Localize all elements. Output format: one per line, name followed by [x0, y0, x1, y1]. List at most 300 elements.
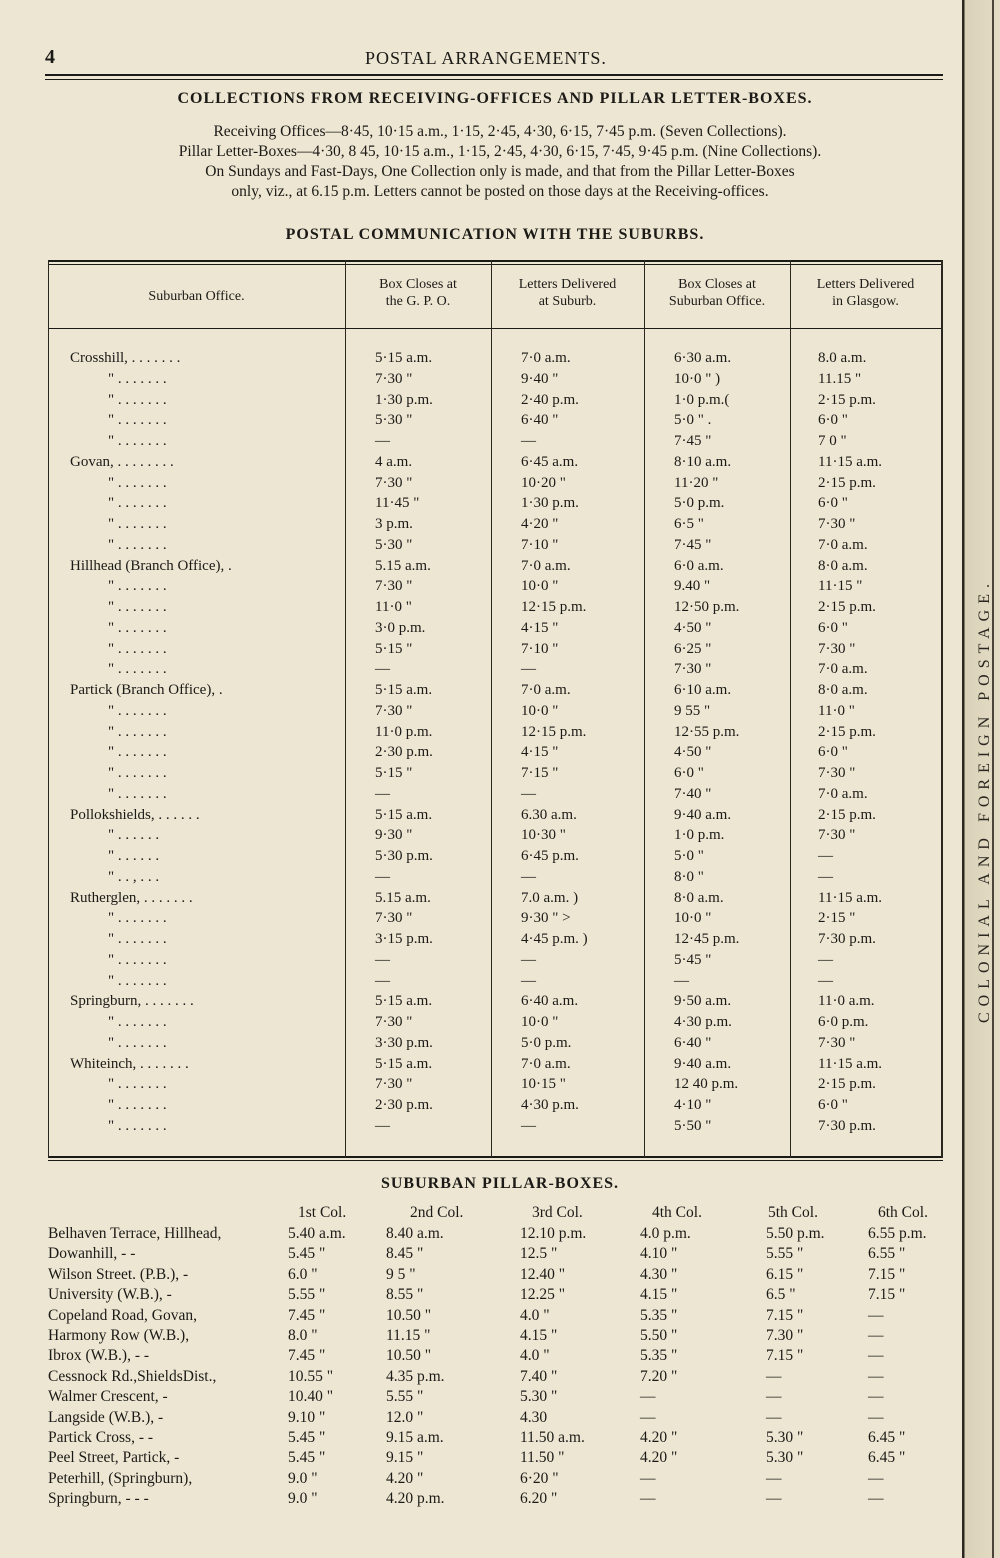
- location-cell: University (W.B.), -: [48, 1286, 172, 1304]
- time-cell: 6·0 ": [818, 412, 848, 429]
- table-bottom-rule: [48, 1156, 943, 1158]
- office-name-cell: " . . . . . . .: [108, 744, 167, 761]
- time-cell: 4·50 ": [674, 744, 712, 761]
- office-name-cell: " . . . . . . .: [108, 578, 167, 595]
- time-cell: 5·30 ": [375, 536, 413, 553]
- time-cell: 7·0 a.m.: [818, 785, 868, 802]
- office-name-cell: " . . . . . .: [108, 827, 160, 844]
- location-cell: Walmer Crescent, -: [48, 1388, 168, 1406]
- time-cell: 6·45 p.m.: [521, 848, 579, 864]
- time-cell: —: [375, 868, 390, 885]
- office-name-cell: Crosshill, . . . . . . .: [70, 350, 181, 366]
- time-cell: —: [375, 1117, 390, 1134]
- pillar-col-header: 6th Col.: [878, 1204, 928, 1221]
- time-cell: 6·10 a.m.: [674, 682, 732, 698]
- office-name-cell: " . . , . . .: [108, 868, 160, 885]
- pillar-row: [0, 1326, 960, 1346]
- time-cell: —: [521, 661, 536, 678]
- collection-time-cell: —: [640, 1408, 656, 1426]
- table-row: [48, 680, 943, 701]
- spine-title: COLONIAL AND FOREIGN POSTAGE.: [976, 577, 993, 1023]
- location-cell: Langside (W.B.), -: [48, 1408, 164, 1426]
- time-cell: 11·0 ": [375, 599, 412, 615]
- collection-time-cell: 5.35 ": [640, 1306, 678, 1324]
- office-name-cell: " . . . . . . .: [108, 910, 167, 927]
- collection-time-cell: 5.30 ": [520, 1388, 558, 1406]
- table-row: [48, 473, 943, 494]
- collections-paragraph: [40, 122, 960, 202]
- collection-time-cell: 8.55 ": [386, 1286, 424, 1304]
- pillar-row: [0, 1469, 960, 1489]
- time-cell: 2·15 p.m.: [818, 474, 876, 491]
- table-row: [48, 1054, 943, 1075]
- time-cell: 10·0 ": [674, 910, 712, 927]
- collection-time-cell: 5.50 ": [640, 1327, 678, 1344]
- time-cell: 7·30 ": [818, 827, 856, 844]
- table-row: [48, 493, 943, 514]
- time-cell: 5·30 p.m.: [375, 848, 433, 864]
- pillar-col-header: 2nd Col.: [410, 1204, 464, 1221]
- table-row: [48, 639, 943, 660]
- time-cell: 11·15 a.m.: [818, 889, 883, 906]
- table-row: [48, 535, 943, 556]
- time-cell: 9·40 a.m.: [674, 806, 732, 823]
- collection-time-cell: 7.15 ": [868, 1265, 906, 1283]
- time-cell: 7·45 ": [674, 536, 712, 553]
- location-cell: Cessnock Rd.,ShieldsDist.,: [48, 1367, 217, 1385]
- collection-time-cell: 6.15 ": [766, 1265, 804, 1283]
- table-row: [48, 1012, 943, 1033]
- time-cell: 10·30 ": [521, 827, 566, 844]
- office-name-cell: " . . . . . .: [108, 848, 160, 864]
- time-cell: 11·0 p.m.: [375, 723, 433, 740]
- collection-time-cell: 5.45 ": [288, 1449, 326, 1467]
- time-cell: 8.0 a.m.: [818, 350, 867, 366]
- location-cell: Harmony Row (W.B.),: [48, 1327, 190, 1344]
- pillar-row: [0, 1244, 960, 1264]
- time-cell: 7·0 a.m.: [818, 661, 868, 678]
- table-row: [48, 390, 943, 411]
- pillar-row: [0, 1489, 960, 1509]
- table-row: [48, 1095, 943, 1116]
- time-cell: 6·0 ": [818, 1097, 848, 1113]
- collection-time-cell: —: [640, 1490, 656, 1508]
- table-row: [48, 805, 943, 826]
- office-name-cell: " . . . . . . .: [108, 951, 167, 968]
- collection-time-cell: 7.15 ": [766, 1306, 804, 1324]
- time-cell: 5·15 a.m.: [375, 350, 433, 366]
- office-name-cell: " . . . . . . .: [108, 1014, 167, 1030]
- time-cell: 10·15 ": [521, 1076, 566, 1093]
- collection-time-cell: 5.50 p.m.: [766, 1225, 825, 1242]
- time-cell: 12·55 p.m.: [674, 723, 740, 740]
- table-row: [48, 1116, 943, 1137]
- header-box-closes-suburban: Box Closes at Suburban Office.: [668, 277, 766, 309]
- pillar-col-header: 1st Col.: [298, 1204, 347, 1221]
- running-title: POSTAL ARRANGEMENTS.: [365, 48, 607, 68]
- collection-time-cell: 5.35 ": [640, 1347, 678, 1365]
- location-cell: Partick Cross, - -: [48, 1429, 154, 1446]
- time-cell: 2·15 p.m.: [818, 806, 876, 823]
- time-cell: 11·20 ": [674, 474, 719, 491]
- time-cell: 12·15 p.m.: [521, 723, 587, 740]
- time-cell: —: [375, 661, 390, 678]
- time-cell: 2·30 p.m.: [375, 1097, 433, 1113]
- office-name-cell: " . . . . . . .: [108, 619, 167, 636]
- table-row: [48, 597, 943, 618]
- time-cell: 11·15 a.m.: [818, 453, 883, 470]
- time-cell: 1·0 p.m.: [674, 827, 725, 844]
- office-name-cell: " . . . . . . .: [108, 391, 167, 408]
- collection-time-cell: —: [868, 1388, 884, 1406]
- time-cell: 7·30 p.m.: [818, 1117, 876, 1134]
- collection-time-cell: 9.0 ": [288, 1490, 318, 1508]
- office-name-cell: " . . . . . . .: [108, 931, 167, 947]
- collection-time-cell: 7.45 ": [288, 1306, 326, 1324]
- office-name-cell: " . . . . . . .: [108, 1034, 167, 1051]
- pillar-row: [0, 1367, 960, 1387]
- pillar-row: [0, 1387, 960, 1407]
- office-name-cell: " . . . . . . .: [108, 495, 167, 512]
- office-name-cell: Whiteinch, . . . . . . .: [70, 1055, 189, 1072]
- office-name-cell: Rutherglen, . . . . . . .: [70, 889, 193, 906]
- collection-time-cell: 5.40 a.m.: [288, 1225, 346, 1242]
- time-cell: 4·20 ": [521, 516, 559, 532]
- time-cell: 1·0 p.m.(: [674, 391, 730, 408]
- time-cell: —: [521, 1117, 536, 1134]
- time-cell: 10·0 ": [521, 1014, 559, 1030]
- suburbs-title: POSTAL COMMUNICATION WITH THE SUBURBS.: [285, 226, 705, 243]
- collection-time-cell: 4.20 ": [640, 1449, 678, 1467]
- office-name-cell: Partick (Branch Office), .: [70, 682, 223, 698]
- collection-time-cell: 12.40 ": [520, 1265, 566, 1283]
- office-name-cell: Springburn, . . . . . . .: [70, 993, 194, 1010]
- collection-time-cell: —: [640, 1388, 656, 1406]
- collection-time-cell: —: [868, 1367, 884, 1385]
- time-cell: 5·0 ": [674, 848, 704, 864]
- pillar-col-header: 4th Col.: [652, 1204, 702, 1221]
- collection-time-cell: 11.50 ": [520, 1449, 565, 1467]
- collection-time-cell: 6.45 ": [868, 1449, 906, 1467]
- collection-time-cell: 12.0 ": [386, 1408, 424, 1426]
- time-cell: 2·15 ": [818, 910, 856, 927]
- time-cell: 4·15 ": [521, 744, 559, 761]
- collection-time-cell: 9.0 ": [288, 1469, 318, 1487]
- time-cell: 7·0 a.m.: [521, 350, 571, 366]
- time-cell: 6·0 a.m.: [674, 557, 724, 574]
- pillar-row: [0, 1265, 960, 1285]
- time-cell: 5·0 " .: [674, 412, 712, 429]
- time-cell: —: [521, 868, 536, 885]
- office-name-cell: " . . . . . . .: [108, 702, 167, 719]
- office-name-cell: " . . . . . . .: [108, 370, 167, 387]
- office-name-cell: " . . . . . . .: [108, 661, 167, 678]
- collection-time-cell: 12.5 ": [520, 1245, 558, 1263]
- time-cell: 7·30 ": [375, 474, 413, 491]
- collection-time-cell: 5.55 ": [288, 1286, 326, 1304]
- time-cell: 4·10 ": [674, 1097, 712, 1113]
- collection-time-cell: 11.15 ": [386, 1327, 431, 1344]
- pillar-row: [0, 1346, 960, 1366]
- time-cell: 2·15 p.m.: [818, 1076, 876, 1093]
- time-cell: 7·0 a.m.: [818, 536, 868, 553]
- table-row: [48, 742, 943, 763]
- time-cell: 7·0 a.m.: [521, 1055, 571, 1072]
- time-cell: 9·30 ": [375, 827, 413, 844]
- time-cell: 8·0 ": [674, 868, 704, 885]
- time-cell: 6·0 ": [818, 744, 848, 761]
- time-cell: 5.15 a.m.: [375, 889, 431, 906]
- time-cell: 5·15 a.m.: [375, 806, 433, 823]
- office-name-cell: " . . . . . . .: [108, 412, 167, 429]
- office-name-cell: " . . . . . . .: [108, 765, 167, 781]
- collections-line: Pillar Letter-Boxes—4·30, 8 45, 10·15 a.m., 1·15, 2·45, 4·30, 6·15, 7·45, 9·45 p.m. (Nine Collections).: [178, 143, 822, 160]
- office-name-cell: " . . . . . . .: [108, 1097, 167, 1113]
- time-cell: —: [818, 848, 833, 864]
- time-cell: 6·0 ": [674, 765, 704, 781]
- collection-time-cell: —: [766, 1490, 782, 1508]
- pillar-col-header: 3rd Col.: [532, 1204, 583, 1221]
- time-cell: 7·30 ": [818, 516, 856, 532]
- collection-time-cell: 6.55 ": [868, 1245, 906, 1263]
- time-cell: —: [674, 972, 689, 989]
- collection-time-cell: —: [640, 1469, 656, 1487]
- collection-time-cell: 12.25 ": [520, 1286, 566, 1304]
- time-cell: 7·45 ": [674, 433, 712, 449]
- time-cell: 7·30 ": [818, 1034, 856, 1051]
- table-row: [48, 659, 943, 680]
- time-cell: 6·0 p.m.: [818, 1014, 869, 1030]
- time-cell: 3·0 p.m.: [375, 619, 426, 636]
- time-cell: 2·15 p.m.: [818, 599, 876, 615]
- office-name-cell: " . . . . . . .: [108, 1117, 167, 1134]
- office-name-cell: " . . . . . . .: [108, 640, 167, 657]
- time-cell: 7·0 a.m.: [521, 682, 571, 698]
- time-cell: 9·30 " >: [521, 910, 571, 927]
- time-cell: 5·45 ": [674, 951, 712, 968]
- collection-time-cell: —: [868, 1327, 884, 1344]
- collection-time-cell: —: [868, 1408, 884, 1426]
- collection-time-cell: —: [766, 1469, 782, 1487]
- time-cell: 12 40 p.m.: [674, 1076, 739, 1093]
- collection-time-cell: —: [766, 1367, 782, 1385]
- time-cell: 9·40 ": [521, 370, 559, 387]
- location-cell: Belhaven Terrace, Hillhead,: [48, 1225, 222, 1242]
- time-cell: 5·0 p.m.: [521, 1034, 572, 1051]
- collection-time-cell: 7.45 ": [288, 1347, 326, 1365]
- table-bottom-rule-thin: [48, 1160, 943, 1161]
- table-row: [48, 763, 943, 784]
- collection-time-cell: 9.10 ": [288, 1408, 326, 1426]
- office-name-cell: Govan, . . . . . . . .: [70, 453, 174, 470]
- time-cell: 8·0 a.m.: [818, 557, 868, 574]
- time-cell: 3·30 p.m.: [375, 1034, 433, 1051]
- table-row: [48, 722, 943, 743]
- time-cell: 4·30 p.m.: [521, 1097, 579, 1113]
- time-cell: 7·30 ": [375, 1076, 413, 1093]
- collection-time-cell: 4.15 ": [520, 1327, 558, 1344]
- time-cell: 10·0 ": [521, 702, 559, 719]
- collection-time-cell: —: [868, 1306, 884, 1324]
- time-cell: 7·30 ": [674, 661, 712, 678]
- office-name-cell: " . . . . . . .: [108, 516, 167, 532]
- time-cell: 10·0 " ): [674, 370, 721, 387]
- time-cell: 7·40 ": [674, 785, 712, 802]
- time-cell: 10·0 ": [521, 578, 559, 595]
- collection-time-cell: —: [868, 1347, 884, 1365]
- time-cell: 7 0 ": [818, 433, 847, 449]
- collection-time-cell: 4.0 p.m.: [640, 1225, 691, 1242]
- time-cell: —: [818, 868, 833, 885]
- time-cell: —: [818, 951, 833, 968]
- collection-time-cell: 10.50 ": [386, 1347, 432, 1365]
- header-delivered-glasgow: Letters Delivered in Glasgow.: [816, 277, 915, 309]
- collection-time-cell: 10.55 ": [288, 1367, 334, 1385]
- collection-time-cell: 9.15 a.m.: [386, 1429, 444, 1446]
- time-cell: 3 p.m.: [375, 516, 413, 532]
- collection-time-cell: 9.15 ": [386, 1449, 424, 1467]
- time-cell: 7·30 ": [818, 640, 856, 657]
- time-cell: 5·15 a.m.: [375, 682, 433, 698]
- time-cell: —: [818, 972, 833, 989]
- collection-time-cell: 4.10 ": [640, 1245, 678, 1263]
- time-cell: 12·15 p.m.: [521, 599, 587, 615]
- pillar-row: [0, 1428, 960, 1448]
- time-cell: 6·25 ": [674, 640, 712, 657]
- office-name-cell: " . . . . . . .: [108, 536, 167, 553]
- collection-time-cell: 7.15 ": [766, 1347, 804, 1365]
- table-top-rule-thin: [48, 264, 943, 265]
- collection-time-cell: 4.30 ": [640, 1265, 678, 1283]
- table-row: [48, 867, 943, 888]
- time-cell: 4·45 p.m. ): [521, 931, 588, 947]
- collection-time-cell: —: [868, 1490, 884, 1508]
- collection-time-cell: 6·20 ": [520, 1469, 559, 1487]
- time-cell: 8·10 a.m.: [674, 453, 732, 470]
- table-row: [48, 431, 943, 452]
- collection-time-cell: 12.10 p.m.: [520, 1225, 587, 1242]
- collection-time-cell: 4.35 p.m.: [386, 1367, 445, 1385]
- time-cell: —: [521, 972, 536, 989]
- time-cell: 7·30 ": [375, 370, 413, 387]
- table-row: [48, 452, 943, 473]
- time-cell: 2·40 p.m.: [521, 391, 579, 408]
- table-row: [48, 576, 943, 597]
- time-cell: 5·15 a.m.: [375, 1055, 433, 1072]
- table-row: [48, 950, 943, 971]
- pillar-boxes-title: SUBURBAN PILLAR-BOXES.: [380, 1175, 620, 1192]
- table-row: [48, 825, 943, 846]
- table-row: [48, 888, 943, 909]
- office-name-cell: " . . . . . . .: [108, 785, 167, 802]
- table-header-rule: [48, 328, 943, 329]
- time-cell: 7.0 a.m. ): [521, 889, 579, 906]
- office-name-cell: " . . . . . . .: [108, 599, 167, 615]
- collection-time-cell: 4.20 p.m.: [386, 1490, 445, 1508]
- office-name-cell: " . . . . . . .: [108, 1076, 167, 1093]
- time-cell: 7·15 ": [521, 765, 559, 781]
- collection-time-cell: 6.5 ": [766, 1286, 796, 1304]
- time-cell: —: [375, 433, 390, 449]
- time-cell: —: [521, 433, 536, 449]
- collection-time-cell: 6.55 p.m.: [868, 1225, 927, 1242]
- table-row: [48, 348, 943, 369]
- time-cell: 9·40 a.m.: [674, 1055, 732, 1072]
- time-cell: 8·0 a.m.: [818, 682, 868, 698]
- table-row: [48, 1074, 943, 1095]
- time-cell: 1·30 p.m.: [375, 391, 433, 408]
- location-cell: Peterhill, (Springburn),: [48, 1469, 193, 1487]
- collection-time-cell: 7.40 ": [520, 1367, 558, 1385]
- collection-time-cell: 4.20 ": [640, 1429, 678, 1446]
- collection-time-cell: 8.0 ": [288, 1327, 318, 1344]
- time-cell: 6·0 ": [818, 619, 848, 636]
- time-cell: —: [375, 951, 390, 968]
- collection-time-cell: 7.15 ": [868, 1286, 906, 1304]
- pillar-row: [0, 1408, 960, 1428]
- time-cell: 8·0 a.m.: [674, 889, 724, 906]
- header-box-closes-gpo: Box Closes at the G. P. O.: [379, 277, 457, 309]
- pillar-row: [0, 1448, 960, 1468]
- pillar-col-header: 5th Col.: [768, 1204, 818, 1221]
- pillar-row: [0, 1285, 960, 1305]
- table-row: [48, 410, 943, 431]
- time-cell: 7·30 ": [375, 702, 413, 719]
- office-name-cell: Hillhead (Branch Office), .: [70, 557, 232, 574]
- time-cell: —: [375, 972, 390, 989]
- time-cell: 4 a.m.: [375, 453, 413, 470]
- time-cell: 5·15 ": [375, 640, 413, 657]
- time-cell: 6·40 ": [521, 412, 559, 429]
- time-cell: 3·15 p.m.: [375, 931, 433, 947]
- table-row: [48, 369, 943, 390]
- time-cell: 12·50 p.m.: [674, 599, 740, 615]
- time-cell: 6·45 a.m.: [521, 453, 579, 470]
- location-cell: Peel Street, Partick, -: [48, 1449, 180, 1467]
- collections-line: Receiving Offices—8·45, 10·15 a.m., 1·15, 2·45, 4·30, 6·15, 7·45 p.m. (Seven Collections).: [213, 123, 787, 140]
- collection-time-cell: 8.45 ": [386, 1245, 424, 1263]
- collection-time-cell: —: [766, 1408, 782, 1426]
- page-header: [45, 46, 945, 76]
- collection-time-cell: 8.40 a.m.: [386, 1225, 444, 1242]
- time-cell: 7·30 ": [375, 910, 413, 927]
- collection-time-cell: 11.50 a.m.: [520, 1429, 585, 1446]
- suburbs-table: [48, 260, 943, 1160]
- time-cell: 10·20 ": [521, 474, 566, 491]
- office-name-cell: " . . . . . . .: [108, 972, 167, 989]
- collection-time-cell: 4.0 ": [520, 1306, 550, 1324]
- time-cell: 5·30 ": [375, 412, 413, 429]
- table-top-rule: [48, 260, 943, 262]
- time-cell: 9 55 ": [674, 702, 711, 719]
- header-delivered-suburb: Letters Delivered at Suburb.: [518, 277, 617, 309]
- time-cell: 6·30 a.m.: [674, 350, 732, 366]
- office-name-cell: " . . . . . . .: [108, 433, 167, 449]
- collection-time-cell: 5.45 ": [288, 1245, 326, 1263]
- time-cell: 7·0 a.m.: [521, 557, 571, 574]
- header-rule-thin: [45, 79, 943, 80]
- time-cell: 7·30 ": [375, 1014, 413, 1030]
- header-suburban-office: Suburban Office.: [148, 289, 245, 304]
- location-cell: Ibrox (W.B.), - -: [48, 1347, 150, 1365]
- table-row: [48, 1033, 943, 1054]
- time-cell: 4·30 p.m.: [674, 1014, 732, 1030]
- location-cell: Dowanhill, - -: [48, 1245, 136, 1263]
- time-cell: 2·30 p.m.: [375, 744, 433, 761]
- collection-time-cell: 4.0 ": [520, 1347, 550, 1365]
- time-cell: 7·10 ": [521, 536, 559, 553]
- table-row: [48, 929, 943, 950]
